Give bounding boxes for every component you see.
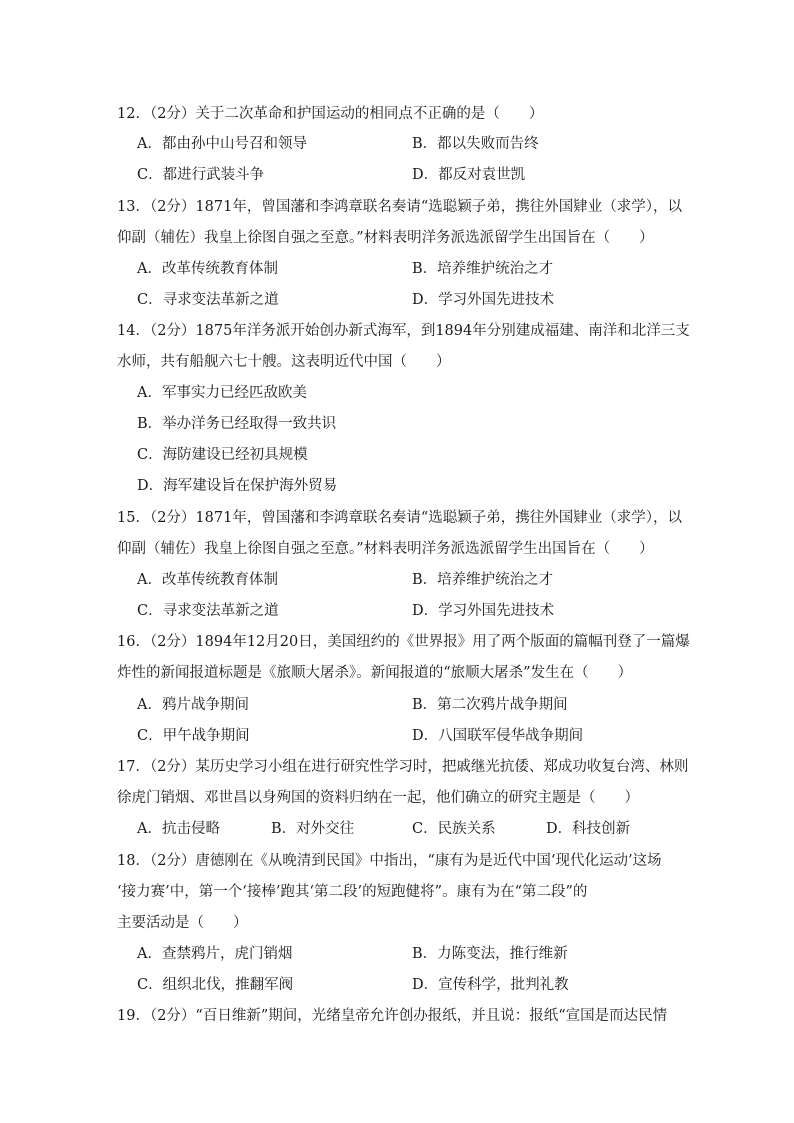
question-13-stem: 13．（2分）1871年，曾国藩和李鸿章联名奏请“选聪颖子弟，携往外国肄业（求学），以 bbox=[117, 199, 682, 215]
q13-option-c: C．寻求变法革新之道 bbox=[137, 292, 279, 308]
question-16-stem-cont: 炸性的新闻报道标题是《旅顺大屠杀》。新闻报道的“旅顺大屠杀”发生在（ ） bbox=[117, 665, 633, 681]
question-17-stem: 17．（2分）某历史学习小组在进行研究性学习时，把戚继光抗倭、郑成功收复台湾、林则 bbox=[117, 759, 689, 775]
q13-option-d: D．学习外国先进技术 bbox=[412, 292, 555, 308]
q12-option-a: A．都由孙中山号召和领导 bbox=[137, 136, 307, 152]
q18-option-d: D．宣传科学，批判礼教 bbox=[412, 977, 569, 993]
q17-option-b: B．对外交往 bbox=[271, 821, 355, 837]
question-18-stem-cont-2: 主要活动是（ ） bbox=[117, 915, 248, 931]
q12-option-b: B．都以失败而告终 bbox=[412, 136, 539, 152]
q14-option-a: A．军事实力已经匹敌欧美 bbox=[137, 385, 307, 401]
q17-option-a: A．抗击侵略 bbox=[137, 821, 220, 837]
q16-option-a: A．鸦片战争期间 bbox=[137, 697, 249, 713]
question-17-stem-cont: 徐虎门销烟、邓世昌以身殉国的资料归纳在一起，他们确立的研究主题是（ ） bbox=[117, 790, 639, 806]
question-14-stem-cont: 水师，共有船舰六七十艘。这表明近代中国（ ） bbox=[117, 354, 451, 370]
question-15-stem-cont: 仰副（辅佐）我皇上徐图自强之至意。”材料表明洋务派选派留学生出国旨在（ ） bbox=[117, 541, 654, 557]
question-16-stem: 16．（2分）1894年12月20日，美国纽约的《世界报》用了两个版面的篇幅刊登了一篇爆 bbox=[117, 634, 690, 650]
question-15-stem: 15．（2分）1871年，曾国藩和李鸿章联名奏请“选聪颖子弟，携往外国肄业（求学），以 bbox=[117, 510, 682, 526]
question-14-stem: 14．（2分）1875年洋务派开始创办新式海军，到1894年分别建成福建、南洋和北洋三支 bbox=[117, 323, 690, 339]
q18-option-a: A．查禁鸦片，虎门销烟 bbox=[137, 946, 293, 962]
question-19-stem: 19．（2分）“百日维新”期间，光绪皇帝允许创办报纸，并且说：报纸“宣国是而达民情 bbox=[117, 1008, 668, 1024]
question-12-stem: 12．（2分）关于二次革命和护国运动的相同点不正确的是（ ） bbox=[117, 106, 544, 122]
q18-option-b: B．力陈变法，推行维新 bbox=[412, 946, 568, 962]
q14-option-b: B．举办洋务已经取得一致共识 bbox=[137, 416, 337, 432]
q18-option-c: C．组织北伐，推翻军阀 bbox=[137, 977, 294, 993]
question-13-stem-cont: 仰副（辅佐）我皇上徐图自强之至意。”材料表明洋务派选派留学生出国旨在（ ） bbox=[117, 230, 654, 246]
q17-option-d: D．科技创新 bbox=[546, 821, 631, 837]
q12-option-c: C．都进行武装斗争 bbox=[137, 167, 265, 183]
q17-option-c: C．民族关系 bbox=[412, 821, 496, 837]
q15-option-a: A．改革传统教育体制 bbox=[137, 572, 278, 588]
q12-option-d: D．都反对袁世凯 bbox=[412, 167, 526, 183]
q14-option-c: C．海防建设已经初具规模 bbox=[137, 447, 308, 463]
q13-option-a: A．改革传统教育体制 bbox=[137, 261, 278, 277]
q15-option-d: D．学习外国先进技术 bbox=[412, 603, 555, 619]
q13-option-b: B．培养维护统治之才 bbox=[412, 261, 554, 277]
question-18-stem: 18．（2分）唐德刚在《从晚清到民国》中指出，“康有为是近代中国‘现代化运动’这场 bbox=[117, 853, 662, 869]
q16-option-b: B．第二次鸦片战争期间 bbox=[412, 697, 568, 713]
q15-option-c: C．寻求变法革新之道 bbox=[137, 603, 279, 619]
q16-option-d: D．八国联军侵华战争期间 bbox=[412, 728, 584, 744]
q15-option-b: B．培养维护统治之才 bbox=[412, 572, 554, 588]
question-18-stem-cont: ‘接力赛’中，第一个‘接棒’跑其‘第二段’的短跑健将”。康有为在“第二段”的 bbox=[117, 884, 588, 900]
q14-option-d: D．海军建设旨在保护海外贸易 bbox=[137, 478, 338, 494]
q16-option-c: C．甲午战争期间 bbox=[137, 728, 250, 744]
